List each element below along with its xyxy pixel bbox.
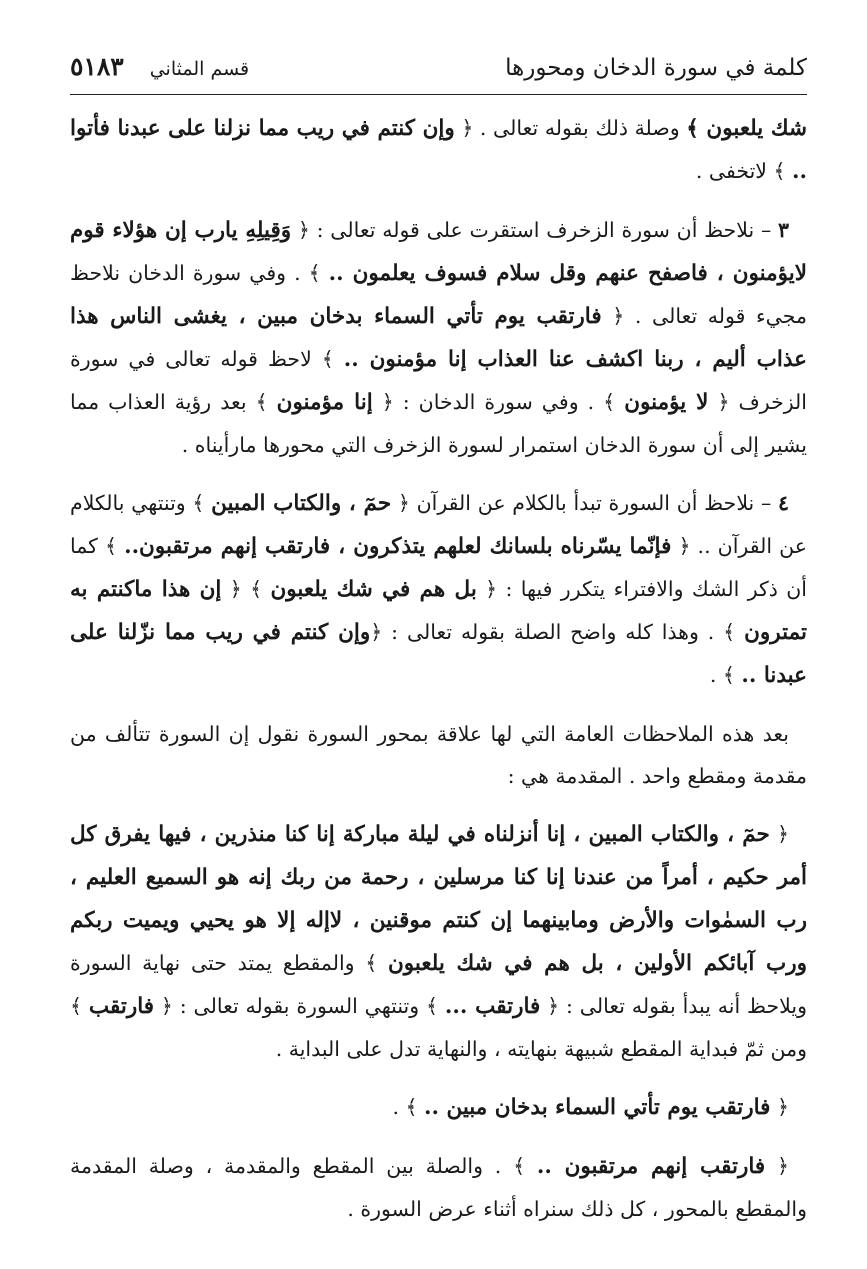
page-body [70, 107, 807, 1230]
paragraph-1 [70, 107, 807, 193]
paragraph-summary [70, 713, 807, 797]
quran-quote: وَقِيلِهِ يارب إن هؤلاء قوم لايؤمنون ، فاصفح عنهم وقل سلام فسوف يعلمون .. [70, 218, 807, 286]
quran-quote: إنا مؤمنون [276, 390, 373, 415]
quran-quote: فارتقب يوم تأتي السماء بدخان مبين .. [424, 1095, 771, 1120]
quran-quote: فإنّما يسّرناه بلسانك لعلهم يتذكرون ، فارتقب إنهم مرتقبون.. [124, 534, 672, 559]
quran-quote: فارتقب إنهم مرتقبون .. [536, 1154, 766, 1179]
point-number: ٤ [777, 491, 789, 515]
text-run: ﴾ . وفي سورة الدخان نلاحظ مجيء قوله تعالى . ﴿ [70, 261, 807, 328]
text-run: ﴾ . [392, 1095, 424, 1119]
header-left [70, 52, 249, 81]
paragraph-quote-1 [70, 1086, 807, 1129]
text-run: ﴾ كما أن ذكر الشك والافتراء يتكرر فيها : ﴿ [70, 534, 807, 601]
text-run: ﴾ بعد رؤية العذاب مما يشير إلى أن سورة الدخان استمرار لسورة الزخرف التي محورها مارأيناه . [70, 390, 807, 457]
text-run: ﴿ [765, 1154, 789, 1178]
quran-quote: لا يؤمنون [624, 390, 709, 415]
text-run: ﴾ والمقطع يمتد حتى نهاية السورة ويلاحظ أنه يبدأ بقوله تعالى : ﴿ [70, 951, 807, 1018]
text-run: ﴾ لاحظ قوله تعالى في سورة الزخرف ﴿ [70, 347, 807, 414]
quran-quote: فارتقب [88, 994, 155, 1019]
text-run: – نلاحظ أن السورة تبدأ بالكلام عن القرآن ﴿ [391, 491, 778, 515]
text-run: ﴾ وتنتهي بالكلام عن القرآن .. ﴿ [70, 491, 807, 558]
paragraph-quote-2 [70, 1145, 807, 1230]
quran-quote: إن هذا ماكنتم به تمترون [70, 577, 807, 645]
quran-quote: حمٓ ، والكتاب المبين ، إنا أنزلناه في ليلة مباركة إنا كنا منذرين ، فيها يفرق كل أمر حكيم ، أمراً من عندنا إنا كنا مرسلين ، رحمة من ربك إنه هو السميع العليم ، رب السمٰوات والأرض ومابينهما إن كنتم موقنين ، لاإله إلا هو يحيي ويميت ربكم ورب آبائكم الأولين ، بل هم في شك يلعبون [70, 822, 808, 976]
quran-quote: وإن كنتم في ريب مما نزّلنا على عبدنا .. [70, 620, 807, 688]
text-run: ﴾ لاتخفى . [695, 159, 793, 183]
running-title: كلمة في سورة الدخان ومحورها [505, 55, 807, 81]
page-header [70, 52, 807, 92]
text-run: ﴾ . والصلة بين المقطع والمقدمة ، وصلة المقدمة والمقطع بالمحور ، كل ذلك سنراه أثناء عرض السورة . [70, 1154, 807, 1221]
quran-quote: حمٓ ، والكتاب المبين [211, 491, 392, 516]
text-run: ﴿ [770, 1095, 789, 1119]
text-run: وصلة ذلك بقوله تعالى . ﴿ [454, 116, 687, 140]
quran-quote: شك يلعبون ﴾ [686, 116, 807, 141]
text-run: ﴾ ومن ثمّ فبداية المقطع شبيهة بنهايته ، والنهاية تدل على البداية . [70, 994, 807, 1061]
paragraph-point-4 [70, 482, 807, 697]
page-number: ٥١٨٣ [70, 52, 124, 81]
text-run: ﴾ وتنتهي السورة بقوله تعالى : ﴿ [154, 994, 445, 1018]
quran-quote: فارتقب يوم تأتي السماء بدخان مبين ، يغشى الناس هذا عذاب أليم ، ربنا اكشف عنا العذاب إنا مؤمنون .. [70, 304, 807, 372]
paragraph-introduction [70, 813, 807, 1070]
quran-quote: بل هم في شك يلعبون [270, 577, 477, 602]
quran-quote: فارتقب ... [444, 994, 541, 1019]
text-run: ﴾ ﴿ [221, 577, 271, 601]
header-rule [70, 94, 807, 95]
text-run: ﴿ [769, 822, 790, 846]
text-run: – نلاحظ أن سورة الزخرف استقرت على قوله تعالى : ﴿ [291, 218, 778, 242]
text-run: ﴾ . وفي سورة الدخان : ﴿ [372, 390, 625, 414]
text-run: ﴾ . [709, 663, 742, 687]
text-run: بعد هذه الملاحظات العامة التي لها علاقة بمحور السورة نقول إن السورة تتألف من مقدمة ومقطع واحد . المقدمة هي : [70, 722, 807, 788]
point-number: ٣ [777, 218, 789, 242]
paragraph-point-3 [70, 209, 807, 466]
quran-quote: وإن كنتم في ريب مما نزلنا على عبدنا فأتوا .. [70, 116, 807, 184]
text-run: ﴾ . وهذا كله واضح الصلة بقوله تعالى : ﴿ [370, 620, 745, 644]
section-name: قسم المثاني [149, 58, 250, 80]
